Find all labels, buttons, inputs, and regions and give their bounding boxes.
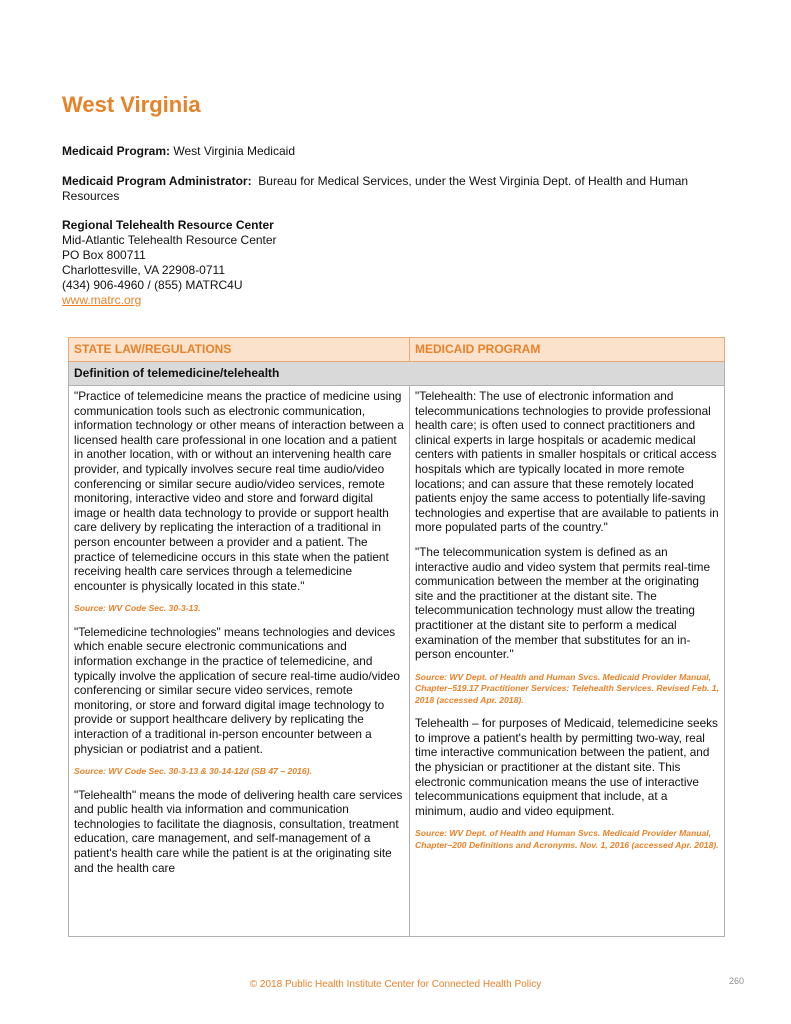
medicaid-program-line bbox=[62, 144, 722, 159]
rtrc-title: Regional Telehealth Resource Center bbox=[62, 218, 274, 232]
medicaid-program-label: Medicaid Program: bbox=[62, 144, 171, 158]
state-law-source-2: Source: WV Code Sec. 30-3-13 & 30-14-12d (SB 47 – 2016). bbox=[74, 766, 312, 777]
rtrc-name: Mid-Atlantic Telehealth Resource Center bbox=[62, 233, 277, 247]
rtrc-website-link[interactable]: www.matrc.org bbox=[62, 293, 142, 307]
rtrc-po-box: PO Box 800711 bbox=[62, 248, 146, 262]
state-law-paragraph-1: "Practice of telemedicine means the practice of medicine using communication tools such as electronic communication, information technology or other means of interaction between a licensed health care professional in one location and a patient in another location, with or without an intervening health care provider, and typically involves secure real time audio/video conferencing or similar secure audio/video services, remote monitoring, interactive video and store and forward digital image or health data technology to provide or support health care delivery by replicating the interaction of a traditional in person encounter between a provider and a patient. The practice of telemedicine occurs in this state when the patient receiving health care services through a telemedicine encounter is physically located in this state." bbox=[74, 389, 404, 593]
medicaid-paragraph-1: "Telehealth: The use of electronic information and telecommunications technologies to provide professional health care; is often used to connect practitioners and clinical experts in large hospitals or academic medical centers with patients in smaller hospitals or critical access hospitals which are typically located in more remote locations; and can assure that these remotely located patients enjoy the same access to potentially life-saving technologies and expertise that are available to patients in more populated parts of the country." bbox=[415, 389, 719, 535]
table-header-row bbox=[69, 338, 725, 362]
section-title: Definition of telemedicine/telehealth bbox=[69, 362, 725, 386]
header-state-law: STATE LAW/REGULATIONS bbox=[69, 338, 410, 362]
medicaid-admin-label: Medicaid Program Administrator: bbox=[62, 174, 252, 188]
medicaid-program-cell bbox=[410, 386, 725, 937]
rtrc-city: Charlottesville, VA 22908-0711 bbox=[62, 263, 225, 277]
medicaid-paragraph-2: "The telecommunication system is defined as an interactive audio and video system that permits real-time communication between the member at the originating site and the practitioner at the distant site. The telecommunication technology must allow the treating practitioner at the distant site to perform a medical examination of the member that substitutes for an in-person encounter." bbox=[415, 544, 711, 662]
telehealth-table bbox=[68, 337, 725, 937]
medicaid-source-2: Source: WV Dept. of Health and Human Svcs. Medicaid Provider Manual, Chapter–200 Definitions and Acronyms. Nov. 1, 2016 (accessed Apr. 2018). bbox=[415, 828, 719, 850]
header-medicaid-program: MEDICAID PROGRAM bbox=[410, 338, 725, 362]
page-title: West Virginia bbox=[62, 92, 201, 117]
state-law-paragraph-2: "Telemedicine technologies" means technologies and devices which enable secure electronic communications and information exchange in the practice of telemedicine, and typically involve the application of secure real-time audio/video conferencing or similar secure video services, remote monitoring, or store and forward digital image technology to provide or support healthcare delivery by replicating the interaction of a traditional in-person encounter between a physician or podiatrist and a patient. bbox=[74, 624, 400, 756]
table-row bbox=[69, 386, 725, 937]
page-number: 260 bbox=[729, 976, 745, 986]
footer-copyright: © 2018 Public Health Institute Center for Connected Health Policy bbox=[249, 979, 542, 990]
medicaid-source-1: Source: WV Dept. of Health and Human Svcs. Medicaid Provider Manual, Chapter–519.17 Practitioner Services: Telehealth Services. Revised Feb. 1, 2018 (accessed Apr. 2018). bbox=[415, 671, 719, 705]
medicaid-admin-value: Bureau for Medical Services, under the West Virginia Dept. of Health and Human Resources bbox=[62, 174, 689, 203]
medicaid-admin-line bbox=[62, 174, 722, 204]
state-law-source-1: Source: WV Code Sec. 30-3-13. bbox=[74, 603, 201, 614]
medicaid-program-value: West Virginia Medicaid bbox=[173, 144, 295, 158]
rtrc-block bbox=[62, 218, 277, 308]
section-row bbox=[69, 362, 725, 386]
state-law-paragraph-3: "Telehealth" means the mode of delivering health care services and public health via information and communication technologies to facilitate the diagnosis, consultation, treatment education, care management, and self-management of a patient's health care while the patient is at the originating site and the health care bbox=[74, 787, 403, 875]
rtrc-phone: (434) 906-4960 / (855) MATRC4U bbox=[62, 278, 243, 292]
medicaid-paragraph-3: Telehealth – for purposes of Medicaid, telemedicine seeks to improve a patient's health by permitting two-way, real time interactive communication between the patient, and the physician or practitioner at the distant site. This electronic communication means the use of interactive telecommunications equipment that include, at a minimum, audio and video equipment. bbox=[415, 716, 718, 818]
state-law-cell bbox=[69, 386, 410, 937]
